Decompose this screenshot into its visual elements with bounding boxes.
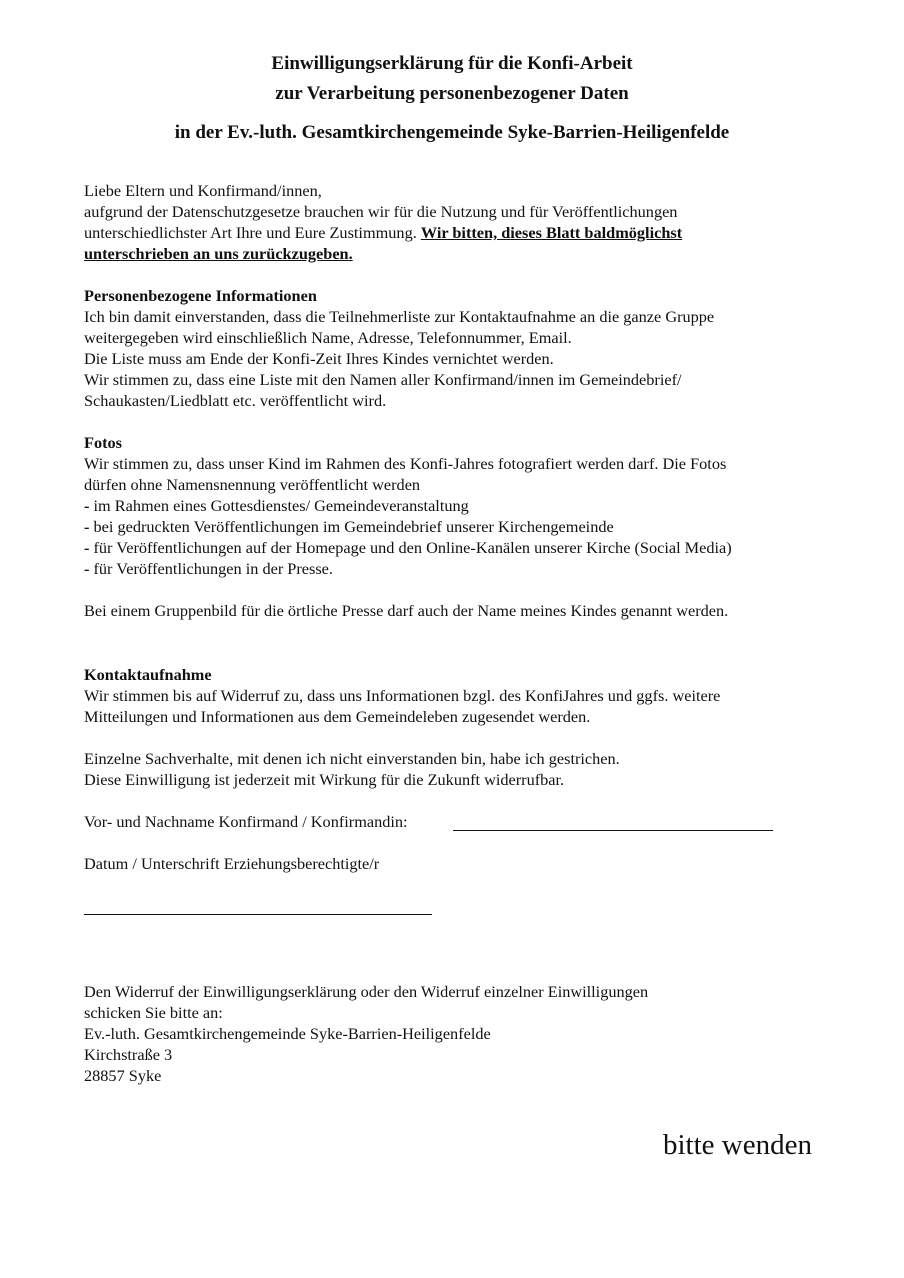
turn-over-note: bitte wenden: [663, 1129, 812, 1161]
group-photo-line: Bei einem Gruppenbild für die örtliche Presse darf auch der Name meines Kindes genannt werden.: [84, 601, 729, 620]
address-line: Kirchstraße 3: [84, 1045, 173, 1064]
intro-line: [84, 222, 682, 243]
paragraph-line: Mitteilungen und Informationen aus dem Gemeindeleben zugesendet werden.: [84, 707, 591, 726]
address-line: Ev.-luth. Gesamtkirchengemeinde Syke-Barrien-Heiligenfelde: [84, 1024, 491, 1043]
paragraph-line: dürfen ohne Namensnennung veröffentlicht werden: [84, 475, 421, 494]
list-item: - für Veröffentlichungen in der Presse.: [84, 559, 333, 578]
strike-note: Einzelne Sachverhalte, mit denen ich nicht einverstanden bin, habe ich gestrichen.: [84, 749, 620, 768]
list-item: - im Rahmen eines Gottesdienstes/ Gemeindeveranstaltung: [84, 496, 469, 515]
revocable-note: Diese Einwilligung ist jederzeit mit Wirkung für die Zukunft widerrufbar.: [84, 770, 565, 789]
revocation-line: Den Widerruf der Einwilligungserklärung oder den Widerruf einzelner Einwilligungen: [84, 982, 649, 1001]
section-heading-personal: Personenbezogene Informationen: [84, 286, 317, 305]
intro-text: unterschiedlichster Art Ihre und Eure Zustimmung.: [84, 223, 421, 242]
signature-line[interactable]: [84, 914, 432, 915]
section-heading-contact: Kontaktaufnahme: [84, 665, 212, 684]
return-request: unterschrieben an uns zurückzugeben.: [84, 244, 353, 263]
paragraph-line: Wir stimmen zu, dass unser Kind im Rahmen des Konfi-Jahres fotografiert werden darf. Die Fotos: [84, 454, 727, 473]
paragraph-line: Wir stimmen bis auf Widerruf zu, dass uns Informationen bzgl. des KonfiJahres und ggfs. weitere: [84, 686, 721, 705]
return-request: Wir bitten, dieses Blatt baldmöglichst: [420, 223, 683, 242]
paragraph-line: Schaukasten/Liedblatt etc. veröffentlicht wird.: [84, 391, 387, 410]
list-item: - bei gedruckten Veröffentlichungen im Gemeindebrief unserer Kirchengemeinde: [84, 517, 614, 536]
parish-title: in der Ev.-luth. Gesamtkirchengemeinde Syke-Barrien-Heiligenfelde: [174, 122, 730, 143]
paragraph-line: Wir stimmen zu, dass eine Liste mit den Namen aller Konfirmand/innen im Gemeindebrief/: [84, 370, 682, 389]
address-line: 28857 Syke: [84, 1066, 162, 1085]
paragraph-line: Ich bin damit einverstanden, dass die Teilnehmerliste zur Kontaktaufnahme an die ganze Gruppe: [84, 307, 715, 326]
document-subtitle: zur Verarbeitung personenbezogener Daten: [275, 83, 629, 104]
name-field-label: Vor- und Nachname Konfirmand / Konfirmandin:: [84, 812, 408, 831]
name-field-line[interactable]: [453, 830, 773, 831]
revocation-line: schicken Sie bitte an:: [84, 1003, 223, 1022]
document-title: Einwilligungserklärung für die Konfi-Arbeit: [271, 53, 633, 74]
paragraph-line: weitergegeben wird einschließlich Name, Adresse, Telefonnummer, Email.: [84, 328, 572, 347]
paragraph-line: Die Liste muss am Ende der Konfi-Zeit Ihres Kindes vernichtet werden.: [84, 349, 554, 368]
list-item: - für Veröffentlichungen auf der Homepage und den Online-Kanälen unserer Kirche (Social Media): [84, 538, 732, 557]
signature-label: Datum / Unterschrift Erziehungsberechtigte/r: [84, 854, 380, 873]
section-heading-photos: Fotos: [84, 433, 122, 452]
intro-line: aufgrund der Datenschutzgesetze brauchen wir für die Nutzung und für Veröffentlichungen: [84, 202, 678, 221]
greeting: Liebe Eltern und Konfirmand/innen,: [84, 181, 322, 200]
